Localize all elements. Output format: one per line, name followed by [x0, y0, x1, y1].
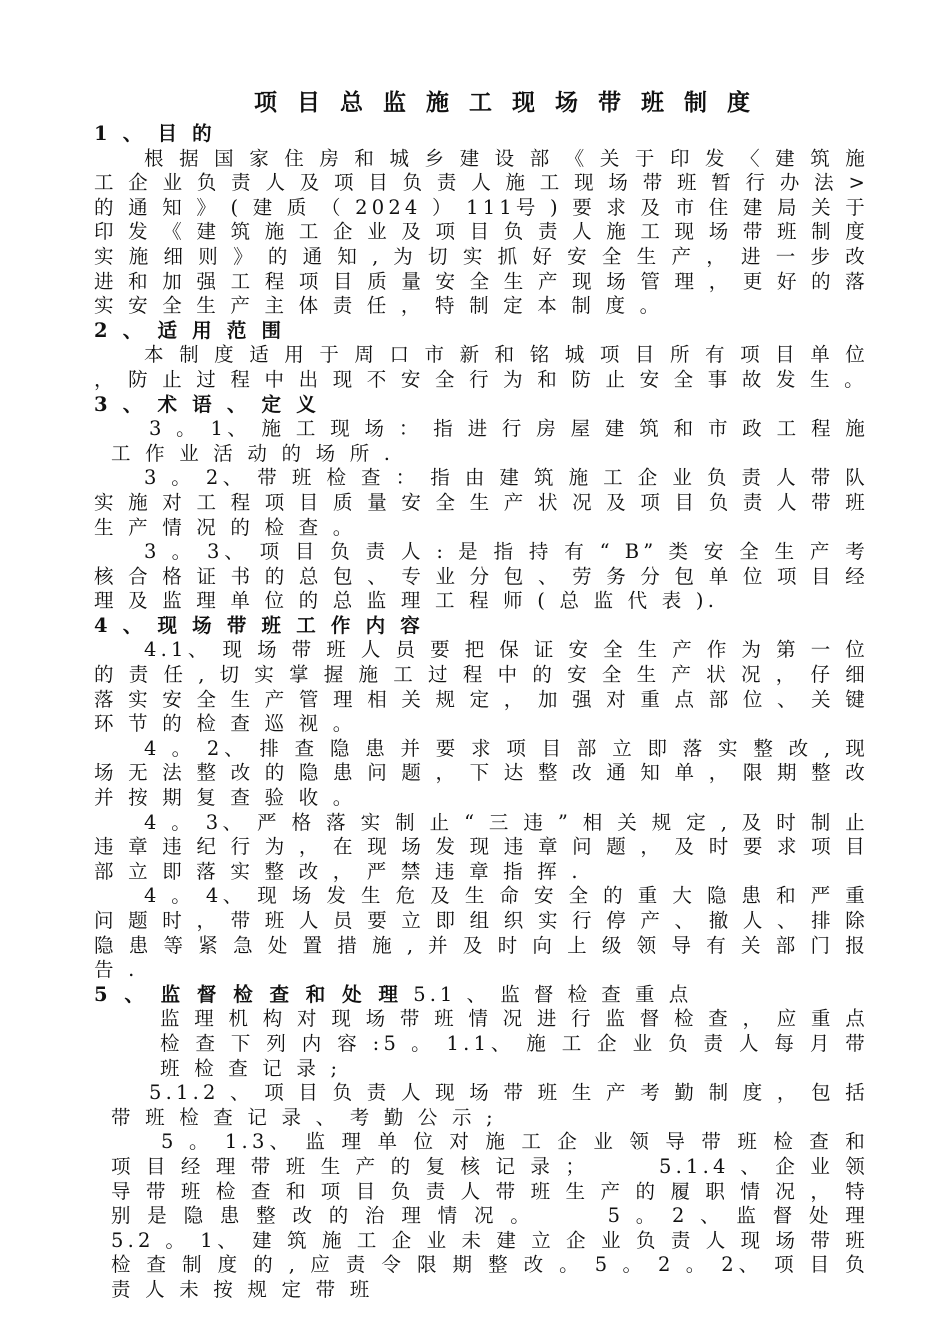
section-4-item-2: 4 。 2、 排 查 隐 患 并 要 求 项 目 部 立 即 落 实 整 改 , 现 场 无 法 整 改 的 隐 患 问 题 ， 下 达 整 改 通 知 单 ， 限 期 整 改 并 按 期 复 查 验 收 。	[94, 736, 869, 810]
section-3-heading: 3 、 术 语 、 定 义	[94, 392, 320, 416]
section-4-item-1: 4.1、 现 场 带 班 人 员 要 把 保 证 安 全 生 产 作 为 第 一 位 的 责 任 , 切 实 掌 握 施 工 过 程 中 的 安 全 生 产 状 况 ， 仔 细 落 实 安 全 生 产 管 理 相 关 规 定 ， 加 强 对 重 点 部 位 、 关 键 环 节 的 检 查 巡 视 。	[94, 638, 869, 736]
section-5-heading: 5 、 监 督 检 查 和 处 理	[94, 982, 403, 1006]
section-5-heading-line	[94, 983, 869, 1008]
section-5-subheading: 5.1 、 监 督 检 查 重 点	[413, 982, 693, 1006]
document-title: 项 目 总 监 施 工 现 场 带 班 制 度	[253, 89, 757, 116]
section-2-heading: 2 、 适 用 范 围	[94, 318, 286, 342]
section-3-item-3: 3 。 3、 项 目 负 责 人 : 是 指 持 有 “ B” 类 安 全 生 产 考 核 合 格 证 书 的 总 包 、 专 业 分 包 、 劳 务 分 包 单 位 项 目 经 理 及 监 理 单 位 的 总 监 理 工 程 师 ( 总 监 代 表 ).	[94, 540, 869, 613]
section-4-item-4: 4 。 4、 现 场 发 生 危 及 生 命 安 全 的 重 大 隐 患 和 严 重 问 题 时 ， 带 班 人 员 要 立 即 组 织 实 行 停 产 、 撤 人 、 排 除 隐 患 等 紧 急 处 置 措 施 , 并 及 时 向 上 级 领 导 有 关 部 门 报 告 .	[94, 884, 869, 982]
section-2-paragraph: 本 制 度 适 用 于 周 口 市 新 和 铭 城 项 目 所 有 项 目 单 位 ， 防 止 过 程 中 出 现 不 安 全 行 为 和 防 止 安 全 事 故 发 生 。	[94, 343, 869, 391]
section-4-heading: 4 、 现 场 带 班 工 作 内 容	[94, 613, 424, 637]
section-3-item-2: 3 。 2、 带 班 检 查 ： 指 由 建 筑 施 工 企 业 负 责 人 带 队 实 施 对 工 程 项 目 质 量 安 全 生 产 状 况 及 项 目 负 责 人 带 班 生 产 情 况 的 检 查 。	[94, 466, 869, 539]
section-3-item-1: 3 。 1、 施 工 现 场 ： 指 进 行 房 屋 建 筑 和 市 政 工 程 施 工 作 业 活 动 的 场 所 .	[111, 417, 869, 465]
section-5-paragraph-3: 5 。 1.3、 监 理 单 位 对 施 工 企 业 领 导 带 班 检 查 和 项 目 经 理 带 班 生 产 的 复 核 记 录 ； 5.1.4 、 企 业 领 导 带 班 检 查 和 项 目 负 责 人 带 班 生 产 的 履 职 情 况 ， 特 别 是 隐 患 整 改 的 治 理 情 况 。 5 。 2 、 监 督 处 理 5.2 。 1、 建 筑 施 工 企 业 未 建 立 企 业 负 责 人 现 场 带 班 检 查 制 度 的 , 应 责 令 限 期 整 改 。 5 。 2 。 2、 项 目 负 责 人 未 按 规 定 带 班	[111, 1130, 869, 1301]
document-body	[94, 122, 869, 1303]
section-5-paragraph-1: 监 理 机 构 对 现 场 带 班 情 况 进 行 监 督 检 查 ， 应 重 点 检 查 下 列 内 容 :5 。 1.1、 施 工 企 业 负 责 人 每 月 带 班 检 查 记 录 ;	[160, 1007, 869, 1080]
section-4-item-3: 4 。 3、 严 格 落 实 制 止 “ 三 违 ” 相 关 规 定 , 及 时 制 止 违 章 违 纪 行 为 ， 在 现 场 发 现 违 章 问 题 ， 及 时 要 求 项 目 部 立 即 落 实 整 改 ， 严 禁 违 章 指 挥 .	[94, 810, 869, 883]
section-5-paragraph-2: 5.1.2 、 项 目 负 责 人 现 场 带 班 生 产 考 勤 制 度 ， 包 括 带 班 检 查 记 录 、 考 勤 公 示 ;	[111, 1081, 869, 1129]
section-1-heading: 1 、 目 的	[94, 122, 216, 145]
section-1-paragraph: 根 据 国 家 住 房 和 城 乡 建 设 部 《 关 于 印 发 〈 建 筑 施 工 企 业 负 责 人 及 项 目 负 责 人 施 工 现 场 带 班 暂 行 办 法 >的 通 知 》 ( 建 质 （ 2024 ） 111号 ) 要 求 及 市 住 建 局 关 于 印 发 《 建 筑 施 工 企 业 及 项 目 负 责 人 施 工 现 场 带 班 制 度 实 施 细 则 》 的 通 知 , 为 切 实 抓 好 安 全 生 产 ， 进 一 步 改 进 和 加 强 工 程 项 目 质 量 安 全 生 产 现 场 管 理 ， 更 好 的 落 实 安 全 生 产 主 体 责 任 ， 特 制 定 本 制 度 。	[94, 146, 869, 318]
